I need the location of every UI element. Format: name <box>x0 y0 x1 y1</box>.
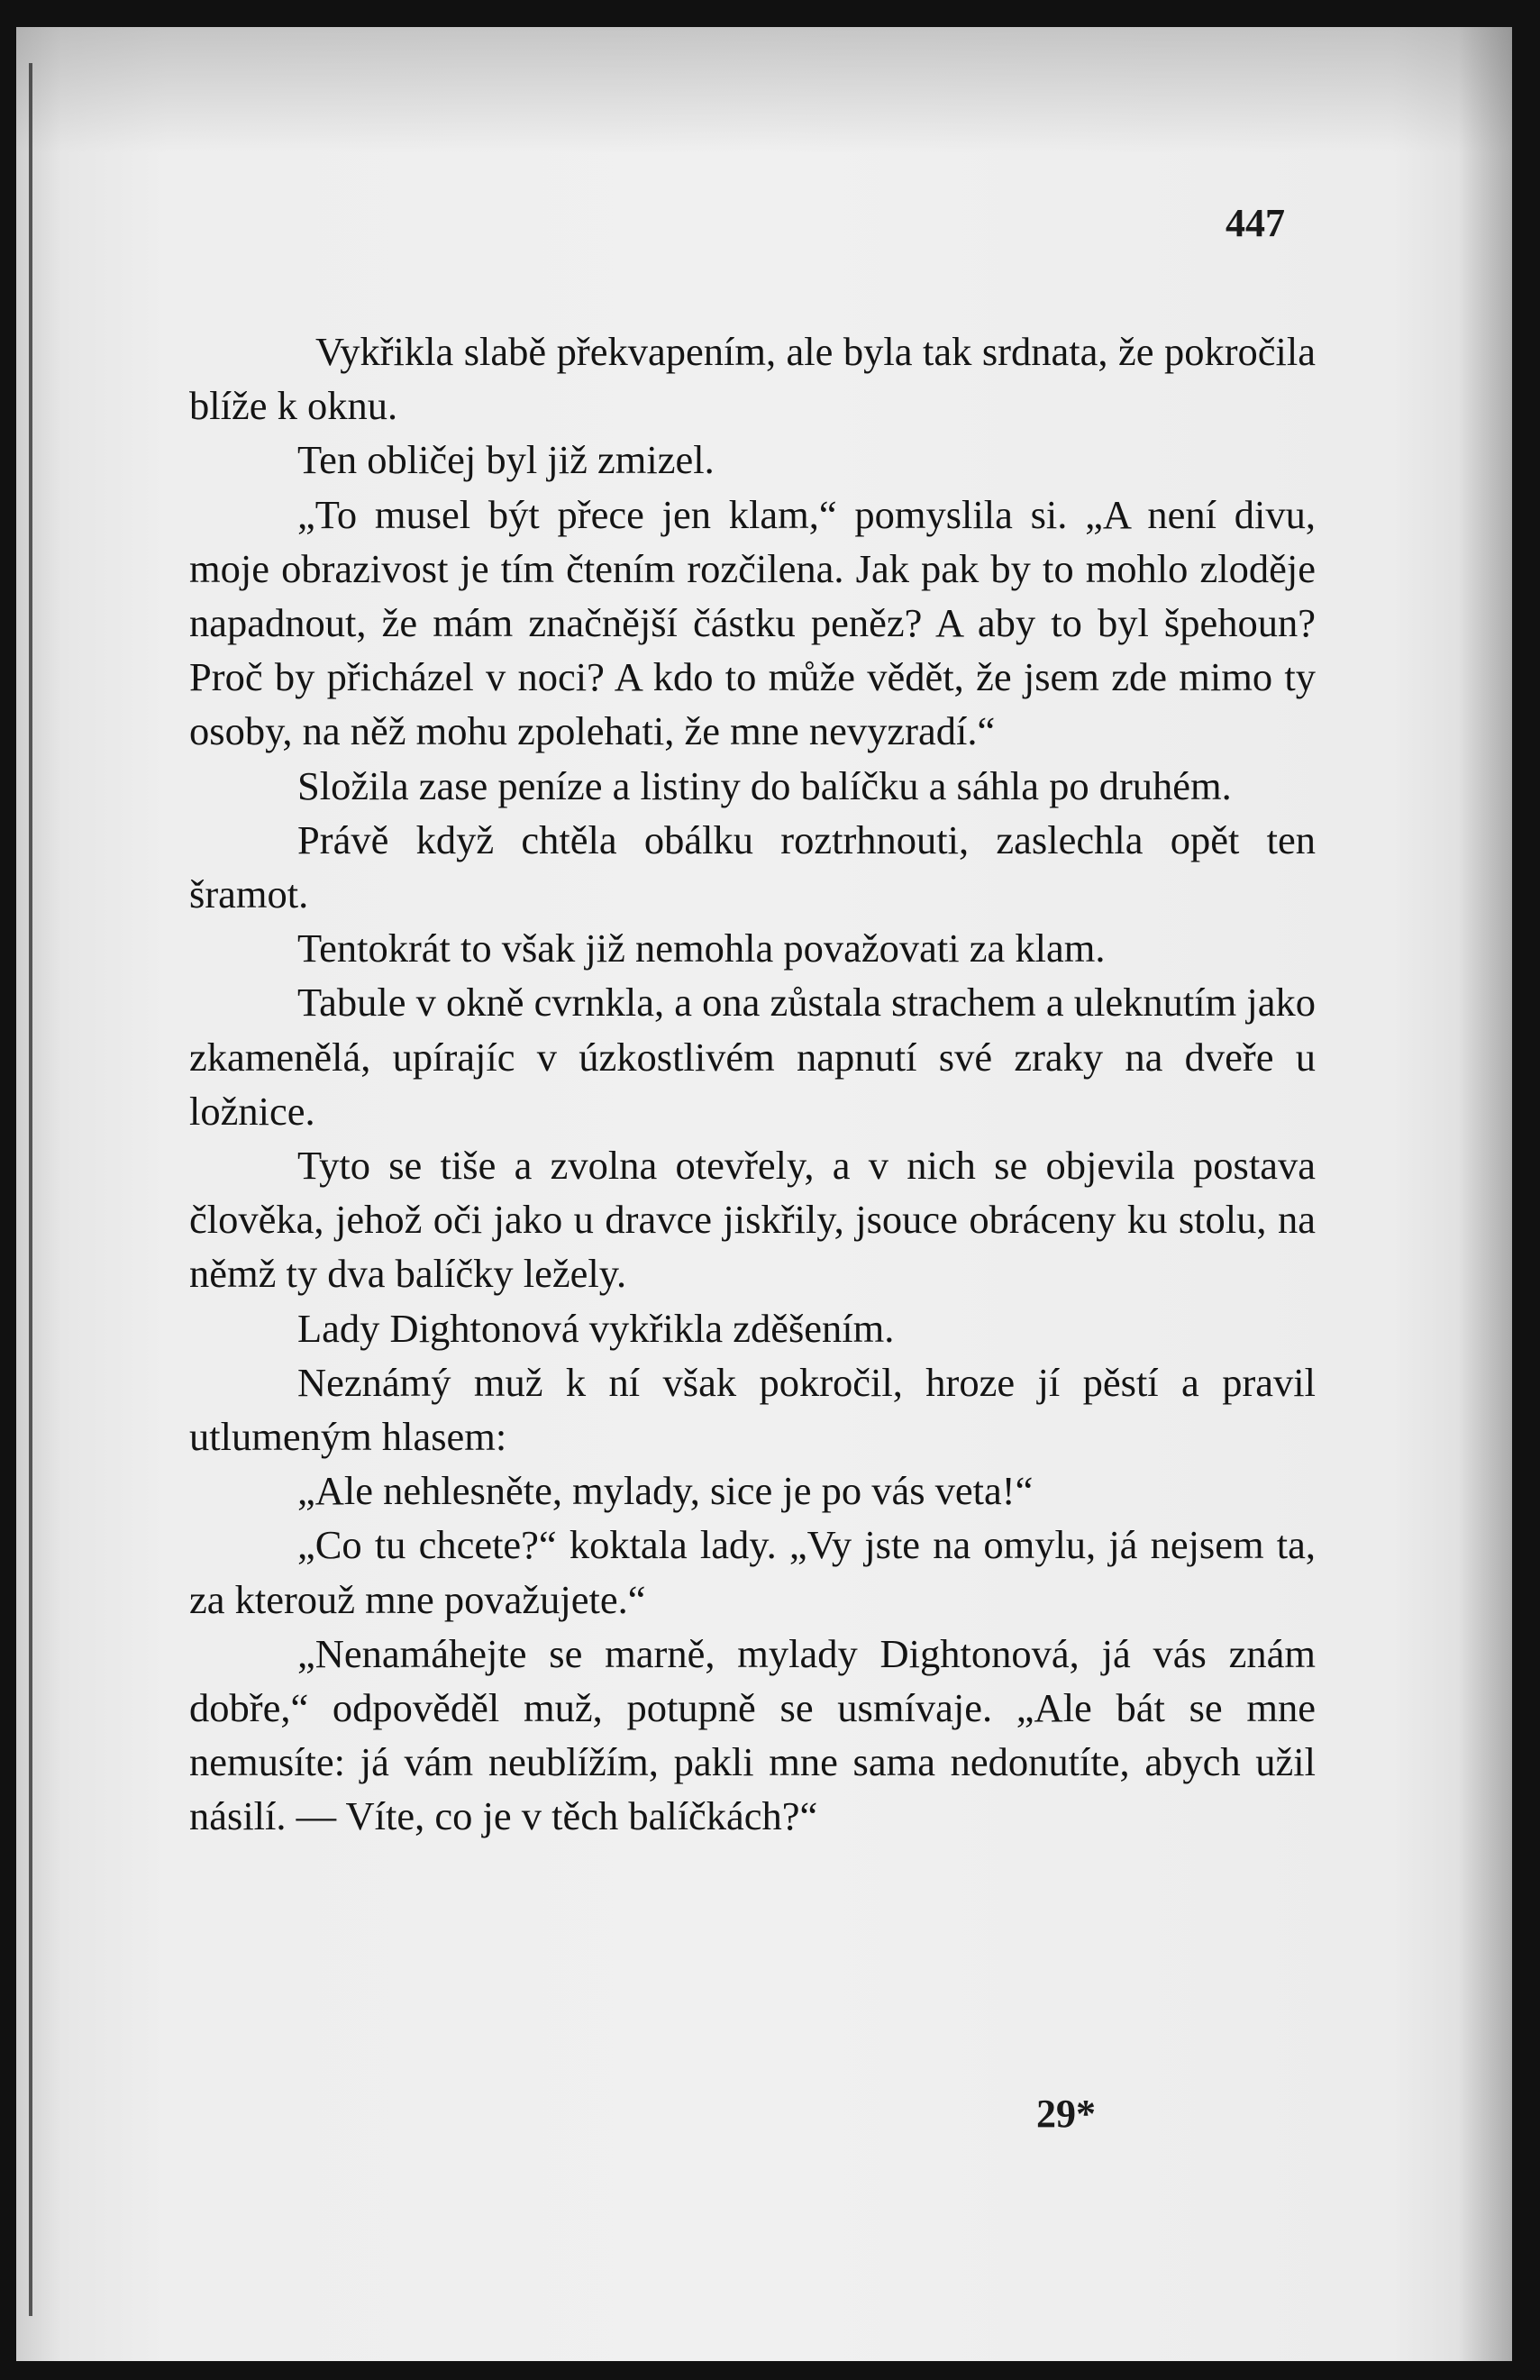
page-number: 447 <box>1226 201 1285 245</box>
paragraph-13: „Nenamáhejte se marně, mylady Dightonová, já vás znám dobře,“ odpověděl muž, potupně se usmívaje. „Ale bát se mne nemusíte: já vám neublížím, pakli mne sama nedonutíte, abych užil násilí. — Víte, co je v těch balíčkách?“ <box>189 1630 1316 1839</box>
page-right-edge-shadow <box>1458 27 1512 2361</box>
page-top-shadow <box>16 27 1512 153</box>
paragraph-1: Vykřikla slabě překvapením, ale byla tak srdnata, že pokročila blíže k oknu. <box>189 329 1316 429</box>
paragraph-8: Tyto se tiše a zvolna otevřely, a v nich se objevila postava člověka, jehož oči jako u dravce jiskřily, jsouce obráceny ku stolu, na němž ty dva balíčky ležely. <box>189 1143 1316 1297</box>
paragraph-11: „Ale nehlesněte, mylady, sice je po vás veta!“ <box>297 1468 1034 1514</box>
paragraph-12: „Co tu chcete?“ koktala lady. „Vy jste na omylu, já nejsem ta, za kterouž mne považujete.“ <box>189 1522 1316 1622</box>
paragraph-7: Tabule v okně cvrnkla, a ona zůstala strachem a uleknutím jako zkamenělá, upírajíc v úzkostlivém napnutí své zraky na dveře u ložnice. <box>189 980 1316 1134</box>
paragraph-5: Právě když chtěla obálku roztrhnouti, zaslechla opět ten šramot. <box>189 816 1316 917</box>
paragraph-3: „To musel být přece jen klam,“ pomyslila si. „A není divu, moje obrazivost je tím čtením rozčilena. Jak pak by to mohlo zloděje napadnout, že mám značnější částku peněz? A aby to byl špehoun? Proč by přicházel v noci? A kdo to může vědět, že jsem zde mimo ty osoby, na něž mohu zpolehati, že mne nevyzradí.“ <box>189 491 1316 754</box>
paragraph-9: Lady Dightonová vykřikla zděšením. <box>297 1305 895 1351</box>
paragraph-2: Ten obličej byl již zmizel. <box>297 437 715 483</box>
paragraph-10: Neznámý muž k ní však pokročil, hroze jí pěstí a pravil utlumeným hlasem: <box>189 1359 1316 1460</box>
body-text <box>189 324 1316 1844</box>
paragraph-6: Tentokrát to však již nemohla považovati za klam. <box>297 926 1106 971</box>
paragraph-4: Složila zase peníze a listiny do balíčku a sáhla po druhém. <box>297 762 1232 808</box>
book-spine-edge <box>29 63 32 2316</box>
signature-mark: 29* <box>1036 2092 1096 2136</box>
